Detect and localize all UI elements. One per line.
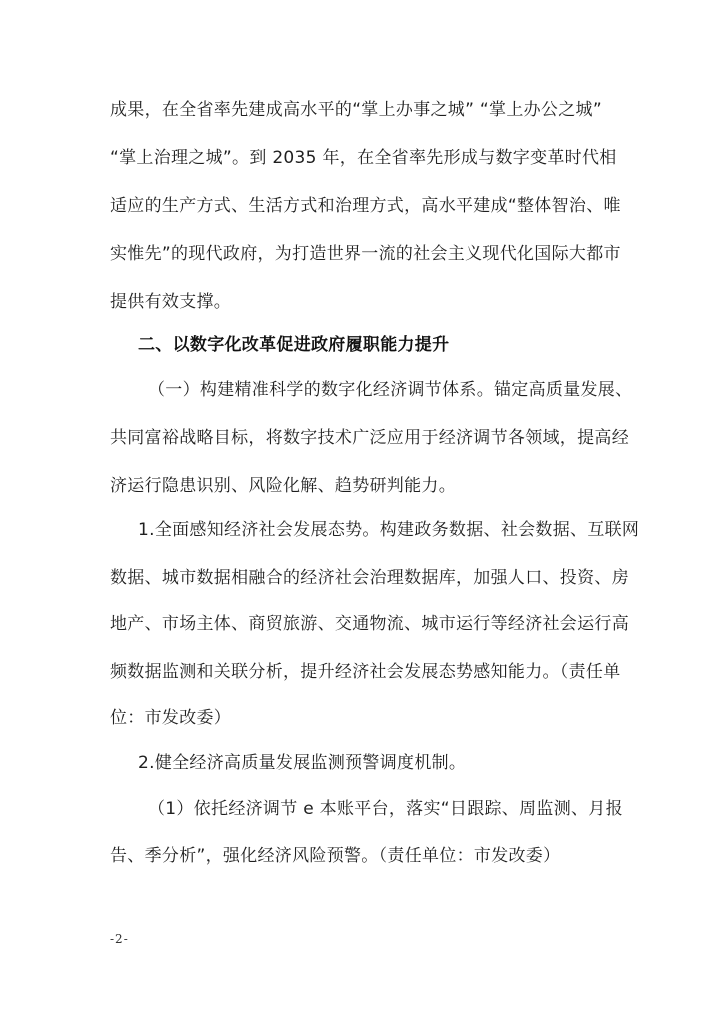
paragraph-line: 适应的生产方式、生活方式和治理方式，高水平建成“整体智治、唯 xyxy=(110,196,621,216)
item-heading-line: 2.健全经济高质量发展监测预警调度机制。 xyxy=(138,753,467,773)
paragraph-line: 频数据监测和关联分析，提升经济社会发展态势感知能力。（责任单 xyxy=(110,662,621,682)
paragraph-line: 提供有效支撑。 xyxy=(110,292,232,312)
paragraph-line: 济运行隐患识别、风险化解、趋势研判能力。 xyxy=(110,476,456,496)
page-number: -2- xyxy=(110,932,129,946)
paragraph-line: 告、季分析”，强化经济风险预警。（责任单位：市发改委） xyxy=(110,846,561,866)
section-heading: 二、以数字化改革促进政府履职能力提升 xyxy=(138,335,450,355)
paragraph-line: 位：市发改委） xyxy=(110,708,232,728)
paragraph-line: “掌上治理之城”。到 2035 年，在全省率先形成与数字变革时代相 xyxy=(110,148,617,168)
subitem-line: （1）依托经济调节 e 本账平台，落实“日跟踪、周监测、月报 xyxy=(148,799,623,819)
paragraph-line: 地产、市场主体、商贸旅游、交通物流、城市运行等经济社会运行高 xyxy=(110,614,629,634)
paragraph-line: 数据、城市数据相融合的经济社会治理数据库，加强人口、投资、房 xyxy=(110,568,629,588)
paragraph-line: 共同富裕战略目标，将数字技术广泛应用于经济调节各领域，提高经 xyxy=(110,428,629,448)
item-heading-line: 1.全面感知经济社会发展态势。构建政务数据、社会数据、互联网 xyxy=(138,520,640,540)
subsection-heading-line: （一）构建精准科学的数字化经济调节体系。锚定高质量发展、 xyxy=(148,380,633,400)
paragraph-line: 成果，在全省率先建成高水平的“掌上办事之城” “掌上办公之城” xyxy=(110,100,602,120)
paragraph-line: 实惟先”的现代政府，为打造世界一流的社会主义现代化国际大都市 xyxy=(110,244,621,264)
